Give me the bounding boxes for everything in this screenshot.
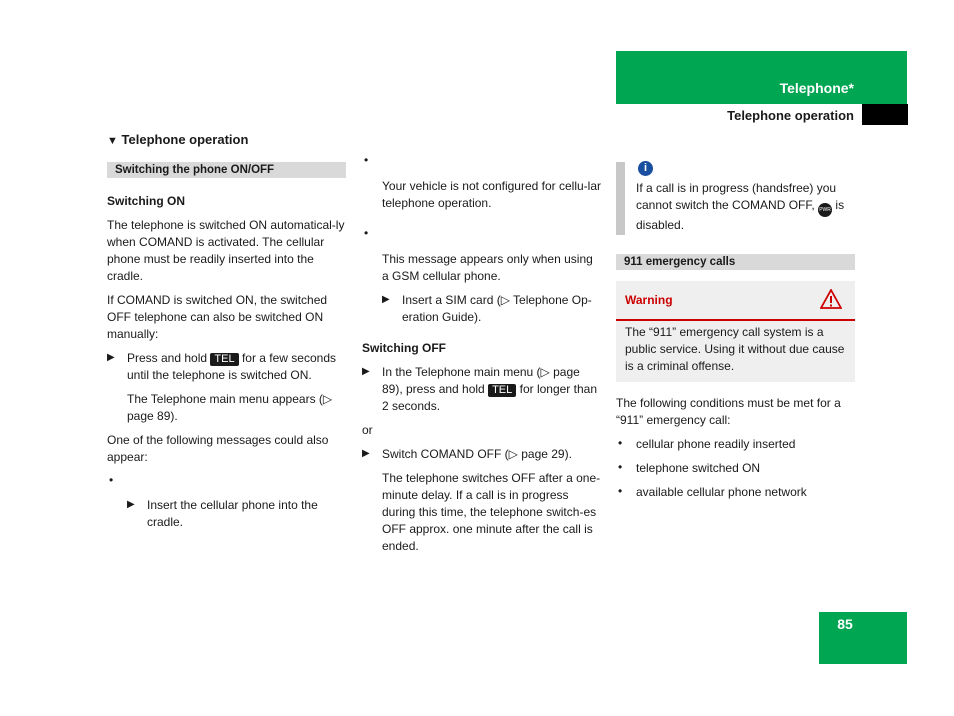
- tel-key-icon: TEL: [488, 384, 516, 397]
- header-subsection-title: Telephone operation: [727, 108, 854, 123]
- step-text-a: Press and hold: [127, 351, 208, 365]
- sub-step-text: Insert the cellular phone into the cradle.: [147, 498, 318, 529]
- section-heading: [107, 131, 346, 150]
- step-text-b: for a few seconds until the telephone is switched ON.: [127, 351, 336, 382]
- bullet-dot-icon: •: [109, 473, 114, 487]
- condition-item: [616, 460, 856, 477]
- step-note: The telephone switches OFF after a one-minute delay. If a call is in progress during this time, the telephone switch-es OFF approx. one minute after the call is ended.: [382, 471, 601, 553]
- sub-step: [107, 497, 346, 531]
- step-text: [382, 364, 602, 415]
- power-button-icon: PWR: [818, 203, 832, 217]
- triangle-down-icon: ▼: [107, 135, 118, 147]
- step-note: The Telephone main menu appears (▷ page 89).: [127, 392, 333, 423]
- header-section-tab: [616, 51, 907, 104]
- bullet: [362, 153, 602, 170]
- info-text-a: If a call is in progress (handsfree) you cannot switch the COMAND OFF,: [636, 181, 837, 212]
- page-number: 85: [837, 616, 853, 632]
- arrow-right-icon: ▶: [362, 448, 370, 459]
- condition-text: cellular phone readily inserted: [636, 437, 796, 451]
- info-text-b: is disabled.: [636, 198, 845, 232]
- info-box-bar: [616, 162, 625, 235]
- warning-divider: [616, 319, 855, 321]
- condition-item: [616, 436, 856, 453]
- message-text: This message appears only when using a GSM cellular phone.: [382, 252, 593, 283]
- condition-text: available cellular phone network: [636, 485, 807, 499]
- paragraph: If COMAND is switched ON, the switched OFF telephone can also be switched ON manually:: [107, 293, 328, 341]
- arrow-right-icon: ▶: [382, 294, 390, 305]
- step-text-b: for longer than 2 seconds.: [382, 382, 597, 413]
- subsection-bar: 911 emergency calls: [616, 254, 855, 270]
- tel-key-icon: TEL: [210, 353, 238, 366]
- header-section-title: Telephone*: [779, 80, 854, 96]
- arrow-right-icon: ▶: [107, 352, 115, 363]
- header-black-marker: [862, 104, 908, 125]
- bullet-dot-icon: •: [364, 153, 369, 167]
- switching-off-heading: Switching OFF: [362, 341, 446, 355]
- paragraph: The telephone is switched ON automatical-ly when COMAND is activated. The cellular phone must be readily inserted into the cradle.: [107, 218, 345, 283]
- col1: [107, 131, 346, 531]
- bullet-dot-icon: •: [364, 226, 369, 240]
- info-icon: i: [638, 161, 653, 176]
- bullet: [107, 473, 346, 490]
- bullet-dot-icon: •: [618, 484, 623, 498]
- col2: [362, 153, 602, 555]
- subsection-bar: Switching the phone ON/OFF: [107, 162, 346, 178]
- bullet: [362, 226, 602, 243]
- warning-triangle-icon: [820, 289, 842, 309]
- condition-item: [616, 484, 856, 501]
- bullet-dot-icon: •: [618, 460, 623, 474]
- paragraph: One of the following messages could also appear:: [107, 433, 329, 464]
- sub-step: [362, 292, 602, 326]
- step-text: [127, 350, 346, 384]
- switching-on-heading: Switching ON: [107, 194, 185, 208]
- step: [107, 350, 346, 384]
- condition-text: telephone switched ON: [636, 461, 761, 475]
- bullet-dot-icon: •: [618, 436, 623, 450]
- col3-body: [616, 395, 856, 501]
- step: [362, 446, 602, 463]
- or-text: or: [362, 423, 373, 437]
- sub-step-text: Insert a SIM card (▷ Telephone Op-eration Guide).: [402, 293, 592, 324]
- info-box: [616, 162, 856, 235]
- step-text: Switch COMAND OFF (▷ page 29).: [382, 447, 572, 461]
- info-text: [636, 180, 856, 234]
- warning-box: [616, 281, 855, 382]
- message-text: Your vehicle is not configured for cellu-lar telephone operation.: [382, 179, 602, 210]
- section-heading-text: Telephone operation: [121, 132, 249, 147]
- step: [362, 364, 602, 415]
- warning-title: Warning: [625, 293, 673, 307]
- warning-text: The “911” emergency call system is a public service. Using it without due cause is a criminal offense.: [625, 325, 845, 373]
- arrow-right-icon: ▶: [127, 499, 135, 510]
- arrow-right-icon: ▶: [362, 366, 370, 377]
- paragraph: The following conditions must be met for a “911” emergency call:: [616, 396, 841, 427]
- step-text-a: In the Telephone main menu (▷ page 89), press and hold: [382, 365, 580, 396]
